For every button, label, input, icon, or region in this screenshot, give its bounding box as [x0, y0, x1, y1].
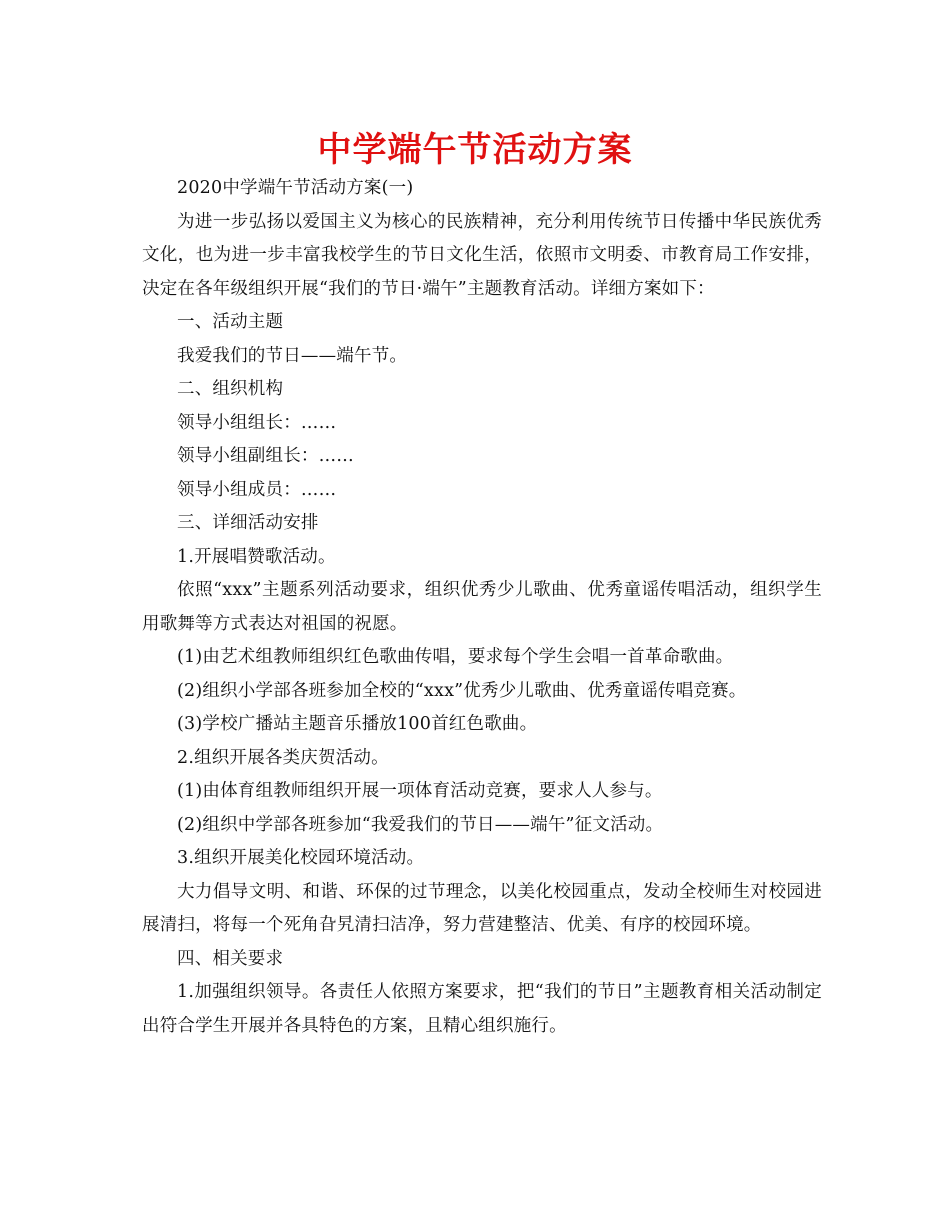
- singing-paragraph: 依照“xxx”主题系列活动要求，组织优秀少儿歌曲、优秀童谣传唱活动，组织学生用歌舞等方式表达对祖国的祝愿。: [142, 580, 822, 634]
- celebration-item-2: (2)组织中学部各班参加“我爱我们的节日——端午”征文活动。: [177, 814, 664, 835]
- singing-item-2: (2)组织小学部各班参加全校的“xxx”优秀少儿歌曲、优秀童谣传唱竞赛。: [177, 680, 747, 701]
- document-title: 中学端午节活动方案: [317, 130, 633, 170]
- theme-paragraph: 我爱我们的节日——端午节。: [177, 345, 408, 366]
- members-paragraph: 领导小组成员：……: [177, 479, 337, 500]
- item-heading-celebration: 2.组织开展各类庆贺活动。: [177, 747, 389, 768]
- section-heading-arrangement: 三、详细活动安排: [177, 513, 319, 533]
- section-heading-theme: 一、活动主题: [177, 312, 284, 332]
- deputy-leader-paragraph: 领导小组副组长：……: [177, 446, 354, 466]
- leader-paragraph: 领导小组组长：……: [177, 412, 337, 433]
- item-heading-campus: 3.组织开展美化校园环境活动。: [177, 848, 425, 868]
- document-body: [142, 172, 822, 1043]
- section-heading-requirements: 四、相关要求: [177, 948, 284, 969]
- subtitle-paragraph: 2020中学端午节活动方案(一): [177, 178, 414, 198]
- singing-item-1: (1)由艺术组教师组织红色歌曲传唱，要求每个学生会唱一首革命歌曲。: [177, 647, 734, 667]
- intro-paragraph: 为进一步弘扬以爱国主义为核心的民族精神，充分利用传统节日传播中华民族优秀文化，也为进一步丰富我校学生的节日文化生活，依照市文明委、市教育局工作安排，决定在各年级组织开展“我们的节日·端午”主题教育活动。详细方案如下：: [142, 211, 822, 299]
- celebration-item-1: (1)由体育组教师组织开展一项体育活动竞赛，要求人人参与。: [177, 781, 663, 801]
- item-heading-singing: 1.开展唱赞歌活动。: [177, 546, 336, 567]
- singing-item-3: (3)学校广播站主题音乐播放100首红色歌曲。: [177, 714, 538, 734]
- requirements-paragraph: 1.加强组织领导。各责任人依照方案要求，把“我们的节日”主题教育相关活动制定出符合学生开展并各具特色的方案，且精心组织施行。: [142, 982, 822, 1036]
- campus-paragraph: 大力倡导文明、和谐、环保的过节理念，以美化校园重点，发动全校师生对校园进展清扫，将每一个死角旮旯清扫洁净，努力营建整洁、优美、有序的校园环境。: [142, 881, 822, 935]
- section-heading-organization: 二、组织机构: [177, 379, 284, 399]
